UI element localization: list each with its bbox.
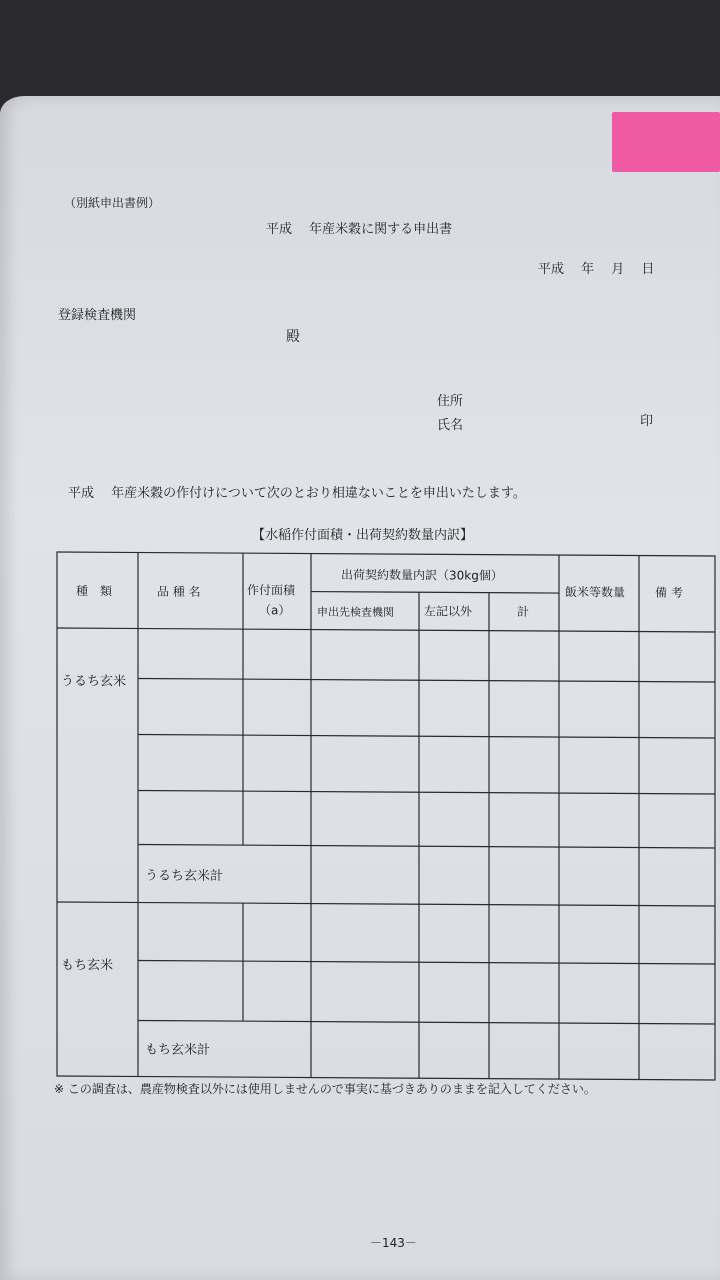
name-label: 氏名 <box>437 418 464 433</box>
group-label-uruchi: うるち玄米 <box>61 674 127 690</box>
honorific: 殿 <box>286 329 300 345</box>
header-area-unit: （a） <box>259 603 291 618</box>
recipient-label: 登録検査機関 <box>58 308 137 323</box>
group-label-mochi: もち玄米 <box>61 958 114 974</box>
header-inspector: 申出先検査機関 <box>317 605 394 620</box>
address-label: 住所 <box>437 394 464 409</box>
pink-sticky-tab <box>612 112 720 172</box>
header-contract: 出荷契約数量内訳（30kg個） <box>341 567 503 583</box>
header-total: 計 <box>517 604 530 619</box>
header-variety: 品 種 名 <box>157 584 201 599</box>
header-area: 作付面積 <box>247 583 296 598</box>
form-label: （別紙申出書例） <box>64 196 161 210</box>
table-caption: 【水稲作付面積・出荷契約数量内訳】 <box>252 528 474 543</box>
page-number: －143－ <box>370 1236 417 1250</box>
subtotal-label-mochi: もち玄米計 <box>145 1042 211 1058</box>
header-kind: 種 類 <box>76 584 113 599</box>
statement-text: 平成 年産米穀の作付けについて次のとおり相違ないことを申出いたします。 <box>68 486 526 501</box>
footnote: ※ この調査は、農産物検査以外には使用しませんので事実に基づきありのままを記入してください。 <box>54 1082 596 1096</box>
table-grid-lines <box>57 552 715 1080</box>
date-line: 平成 年 月 日 <box>538 262 655 277</box>
header-remarks: 備 考 <box>655 585 683 600</box>
header-rice-amount: 飯米等数量 <box>565 585 626 600</box>
declaration-table <box>57 552 715 1080</box>
document-title: 平成 年産米穀に関する申出書 <box>266 222 453 237</box>
seal-mark: 印 <box>640 414 654 429</box>
header-other: 左記以外 <box>424 604 473 619</box>
subtotal-label-uruchi: うるち玄米計 <box>145 868 224 885</box>
